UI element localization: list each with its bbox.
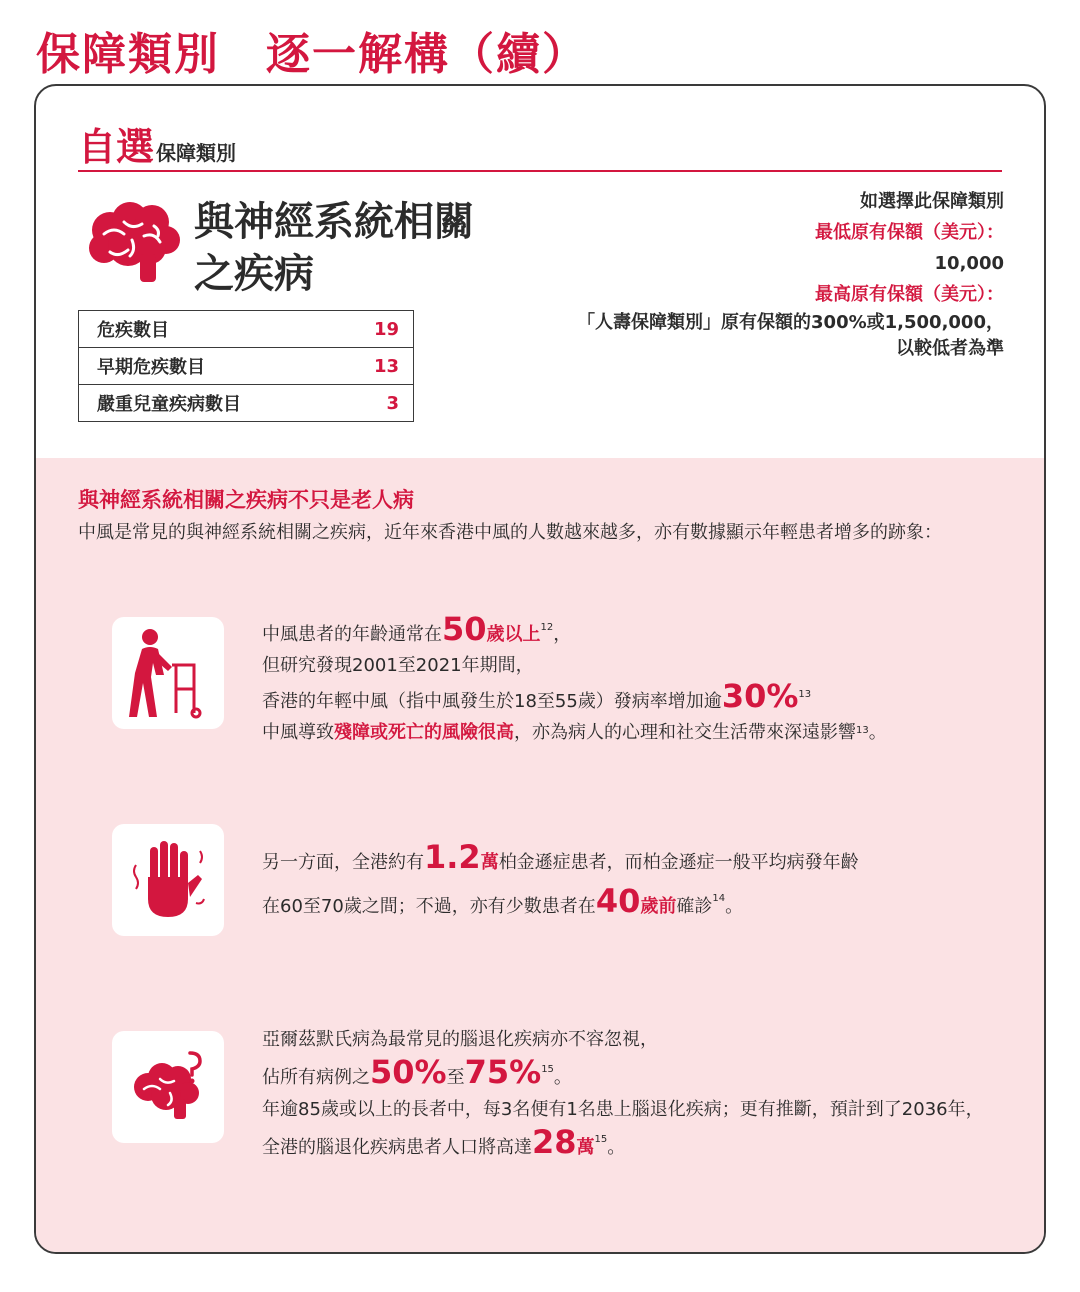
- selection-small: 保障類別: [156, 141, 237, 165]
- table-row: [79, 311, 414, 348]
- dementia-percent-high: 75%: [464, 1053, 542, 1091]
- parkinson-text: 確診: [676, 896, 713, 917]
- page-title-right: 逐一解構（續）: [266, 29, 588, 80]
- parkinson-count-number: 1.2: [424, 838, 481, 876]
- dementia-text: 年逾85歲或以上的長者中，每3名便有1名患上腦退化疾病；更有推斷，預計到了2036年，: [262, 1099, 984, 1120]
- count-label: 危疾數目: [79, 311, 332, 348]
- disease-heading: [194, 196, 554, 300]
- stroke-text: ，亦為病人的心理和社交生活帶來深遠影響: [514, 722, 856, 743]
- min-amount-label: 最低原有保額（美元）：: [815, 222, 1004, 243]
- max-amount-label: 最高原有保額（美元）：: [815, 284, 1004, 305]
- parkinson-paragraph: [262, 838, 859, 926]
- count-label: 嚴重兒童疾病數目: [79, 385, 332, 422]
- parkinson-count-unit: 萬: [480, 852, 499, 873]
- section-title: 與神經系統相關之疾病不只是老人病: [78, 488, 414, 512]
- stroke-icon-box: [112, 617, 224, 729]
- count-value: 13: [331, 348, 413, 385]
- parkinson-text: 另一方面，全港約有: [262, 852, 424, 873]
- dementia-text: 佔所有病例之: [262, 1067, 370, 1088]
- dementia-text: 亞爾茲默氏病為最常見的腦退化疾病亦不容忽視，: [262, 1029, 658, 1050]
- max-amount-value-1: 「人壽保障類別」原有保額的300%或1,500,000，: [577, 312, 1004, 333]
- selection-label: [78, 116, 236, 171]
- footnote-ref: 12: [540, 622, 554, 633]
- stroke-age-number: 50: [442, 610, 487, 648]
- stroke-text: 中風患者的年齡通常在: [262, 624, 442, 645]
- parkinson-text: 在60至70歲之間；不過，亦有少數患者在: [262, 896, 596, 917]
- divider: [78, 170, 1002, 172]
- dementia-text: 。: [553, 1067, 572, 1088]
- dementia-percent-low: 50%: [370, 1053, 447, 1091]
- parkinson-text: 。: [725, 896, 744, 917]
- stroke-text: 香港的年輕中風（指中風發生於18至55歲）發病率增加逾: [262, 691, 722, 712]
- heading-line-1: 與神經系統相關: [194, 199, 474, 245]
- dementia-text: 至: [446, 1067, 465, 1088]
- brain-icon: [84, 200, 184, 284]
- dementia-icon-box: [112, 1031, 224, 1143]
- brain-question-icon: [128, 1047, 208, 1127]
- max-amount-value-2: 以較低者為準: [896, 338, 1004, 359]
- coverage-amount-info: [524, 186, 1004, 362]
- table-row: [79, 385, 414, 422]
- dementia-text: 。: [607, 1137, 626, 1158]
- shaking-hand-icon: [128, 837, 208, 923]
- counts-table: [78, 310, 414, 422]
- parkinson-age-number: 40: [595, 882, 641, 920]
- min-amount-value: 10,000: [934, 253, 1004, 274]
- stroke-increase-number: 30%: [721, 677, 799, 715]
- stroke-text: 。: [868, 722, 887, 743]
- dementia-population-number: 28: [532, 1123, 577, 1161]
- page-title: [36, 18, 588, 82]
- count-label: 早期危疾數目: [79, 348, 332, 385]
- dementia-paragraph: [262, 1024, 984, 1164]
- selection-big: 自選: [78, 125, 155, 169]
- info-line: 如選擇此保障類別: [860, 191, 1004, 212]
- stroke-age-unit: 歲以上: [486, 624, 541, 645]
- count-value: 3: [331, 385, 413, 422]
- stroke-text: 但研究發現2001至2021年期間，: [262, 655, 534, 676]
- footnote-ref: 13: [798, 689, 812, 700]
- parkinson-text: 柏金遜症患者，而柏金遜症一般平均病發年齡: [498, 852, 859, 873]
- footnote-ref: 13: [856, 725, 869, 736]
- count-value: 19: [331, 311, 413, 348]
- stroke-text: 中風導致: [262, 722, 334, 743]
- footnote-ref: 15: [594, 1134, 608, 1145]
- table-row: [79, 348, 414, 385]
- section-subtitle: 中風是常見的與神經系統相關之疾病，近年來香港中風的人數越來越多，亦有數據顯示年輕患者增多的跡象：: [78, 522, 942, 543]
- footnote-ref: 15: [541, 1064, 554, 1075]
- parkinson-age-unit: 歲前: [640, 896, 677, 917]
- stroke-risk-highlight: 殘障或死亡的風險很高: [334, 722, 514, 743]
- elderly-walker-icon: [128, 627, 208, 719]
- dementia-text: 全港的腦退化疾病患者人口將高達: [262, 1137, 532, 1158]
- dementia-population-unit: 萬: [576, 1137, 595, 1158]
- stroke-paragraph: [262, 610, 887, 748]
- coverage-card: [34, 84, 1046, 1254]
- footnote-ref: 14: [712, 893, 726, 904]
- heading-line-2: 之疾病: [194, 251, 314, 297]
- parkinson-icon-box: [112, 824, 224, 936]
- stroke-text: ，: [553, 624, 572, 645]
- page-title-left: 保障類別: [36, 29, 220, 80]
